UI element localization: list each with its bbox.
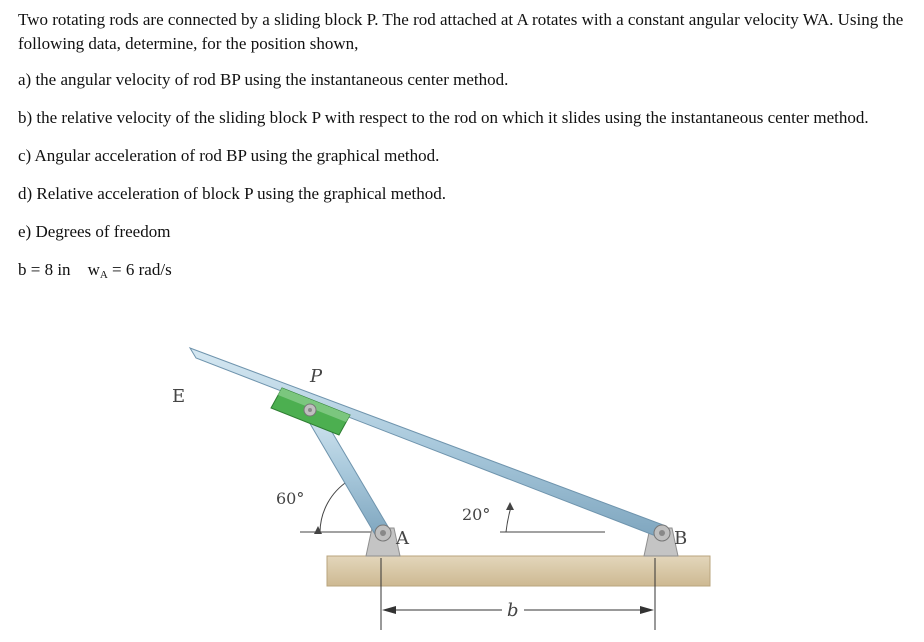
label-angle-A: 60°: [276, 489, 305, 508]
label-B: B: [674, 528, 688, 549]
label-angle-B: 20°: [462, 505, 491, 524]
mechanism-diagram: [150, 330, 730, 637]
angle-arrow-B: [506, 502, 514, 510]
part-d: d) Relative acceleration of block P using the graphical method.: [18, 184, 447, 203]
label-b: b: [507, 600, 519, 621]
angle-arrow-A: [314, 526, 322, 534]
problem-intro: Two rotating rods are connected by a sliding block P. The rod attached at A rotates with a constant angular velocity WA. Using the following data, determine, for the position shown,: [18, 10, 904, 53]
pin-B-center: [659, 530, 665, 536]
given-b: b = 8 in: [18, 260, 71, 279]
angle-arc-B: [506, 507, 511, 532]
part-e: e) Degrees of freedom: [18, 222, 171, 241]
rod-BE: [190, 348, 666, 538]
label-P: P: [310, 366, 323, 387]
angle-arc-A: [320, 481, 348, 532]
dimension-arrow-left: [382, 606, 396, 614]
given-w-subscript: A: [99, 269, 108, 281]
label-A: A: [396, 528, 409, 549]
problem-statement: [18, 8, 908, 284]
given-values: [18, 258, 908, 284]
given-w-value: = 6 rad/s: [107, 260, 172, 279]
part-a: a) the angular velocity of rod BP using the instantaneous center method.: [18, 70, 509, 89]
mechanism-figure: [150, 330, 730, 637]
part-c: c) Angular acceleration of rod BP using the graphical method.: [18, 146, 440, 165]
pin-A-center: [380, 530, 386, 536]
part-b: b) the relative velocity of the sliding block P with respect to the rod on which it slides using the instantaneous center method.: [18, 108, 869, 127]
label-E: E: [172, 386, 186, 407]
given-w-symbol: w: [87, 260, 100, 279]
pin-P-center: [308, 408, 312, 412]
dimension-arrow-right: [640, 606, 654, 614]
ground-slab: [327, 556, 710, 586]
